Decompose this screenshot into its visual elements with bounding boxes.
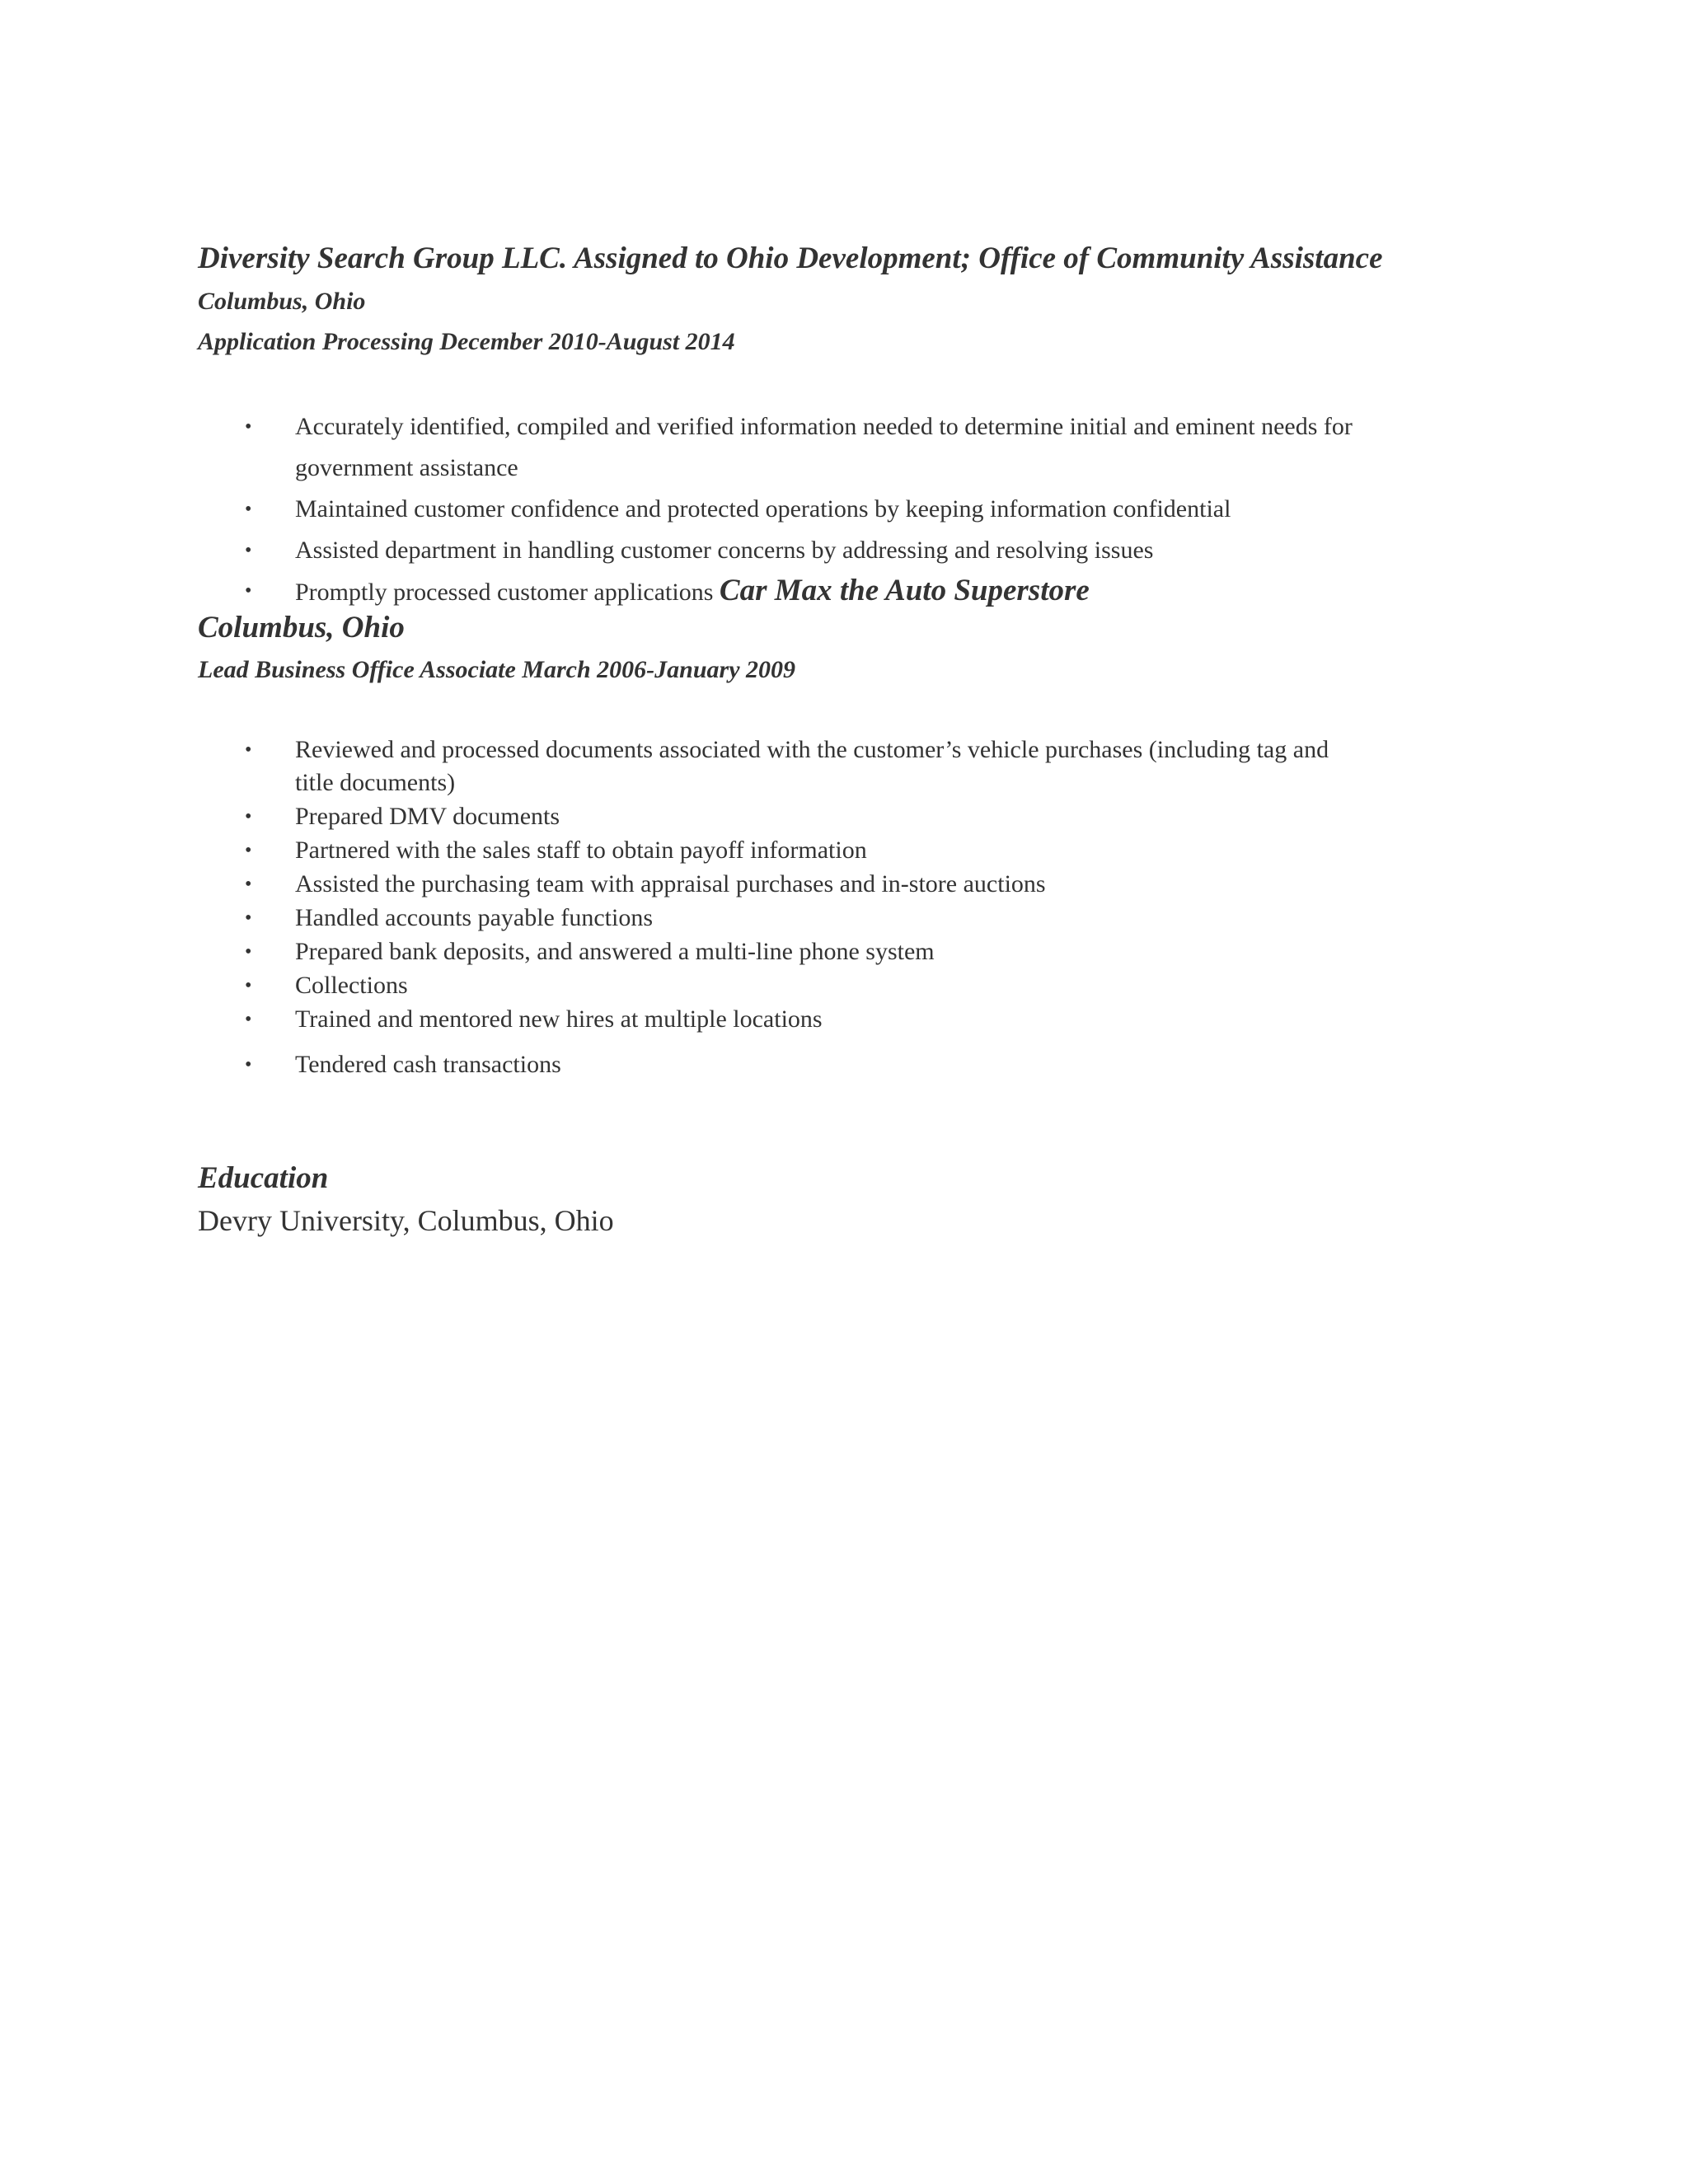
job1-title: Application Processing December 2010-August 2014: [198, 328, 735, 355]
bullet-icon: •: [245, 580, 252, 602]
bullet-icon: •: [245, 540, 252, 561]
bullet-text-continuation: title documents): [295, 769, 456, 796]
bullet-text: Partnered with the sales staff to obtain payoff information: [295, 837, 867, 864]
bullet-text: Accurately identified, compiled and verified information needed to determine initial and eminent needs for: [295, 413, 1353, 440]
job2-location: Columbus, Ohio: [198, 611, 405, 644]
bullet-icon: •: [245, 840, 252, 861]
bullet-text: Promptly processed customer applications: [295, 579, 714, 606]
bullet-text: Maintained customer confidence and protected operations by keeping information confidential: [295, 495, 1231, 523]
bullet-text-continuation: government assistance: [295, 454, 518, 481]
bullet-icon: •: [245, 416, 252, 438]
bullet-icon: •: [245, 1009, 252, 1030]
job2-company: Car Max the Auto Superstore: [719, 574, 1090, 607]
job1-location: Columbus, Ohio: [198, 288, 366, 315]
job1-heading: Diversity Search Group LLC. Assigned to Ohio Development; Office of Community Assistance: [198, 241, 1383, 275]
bullet-text: Collections: [295, 972, 408, 999]
education-school: Devry University, Columbus, Ohio: [198, 1204, 614, 1237]
bullet-icon: •: [245, 907, 252, 929]
bullet-icon: •: [245, 975, 252, 996]
bullet-icon: •: [245, 874, 252, 895]
bullet-icon: •: [245, 806, 252, 827]
job2-title: Lead Business Office Associate March 2006-January 2009: [198, 656, 796, 683]
education-heading: Education: [198, 1161, 329, 1195]
bullet-icon: •: [245, 499, 252, 520]
bullet-text: Tendered cash transactions: [295, 1051, 561, 1078]
bullet-text: Trained and mentored new hires at multiple locations: [295, 1005, 823, 1033]
bullet-text: Assisted the purchasing team with appraisal purchases and in-store auctions: [295, 870, 1046, 898]
bullet-icon: •: [245, 941, 252, 963]
bullet-icon: •: [245, 1054, 252, 1076]
bullet-text: Prepared DMV documents: [295, 803, 560, 830]
bullet-icon: •: [245, 739, 252, 761]
bullet-text: Assisted department in handling customer concerns by addressing and resolving issues: [295, 537, 1154, 564]
bullet-text: Reviewed and processed documents associated with the customer’s vehicle purchases (including tag and: [295, 736, 1329, 763]
bullet-text: Handled accounts payable functions: [295, 904, 654, 931]
bullet-text: Prepared bank deposits, and answered a multi-line phone system: [295, 938, 935, 965]
